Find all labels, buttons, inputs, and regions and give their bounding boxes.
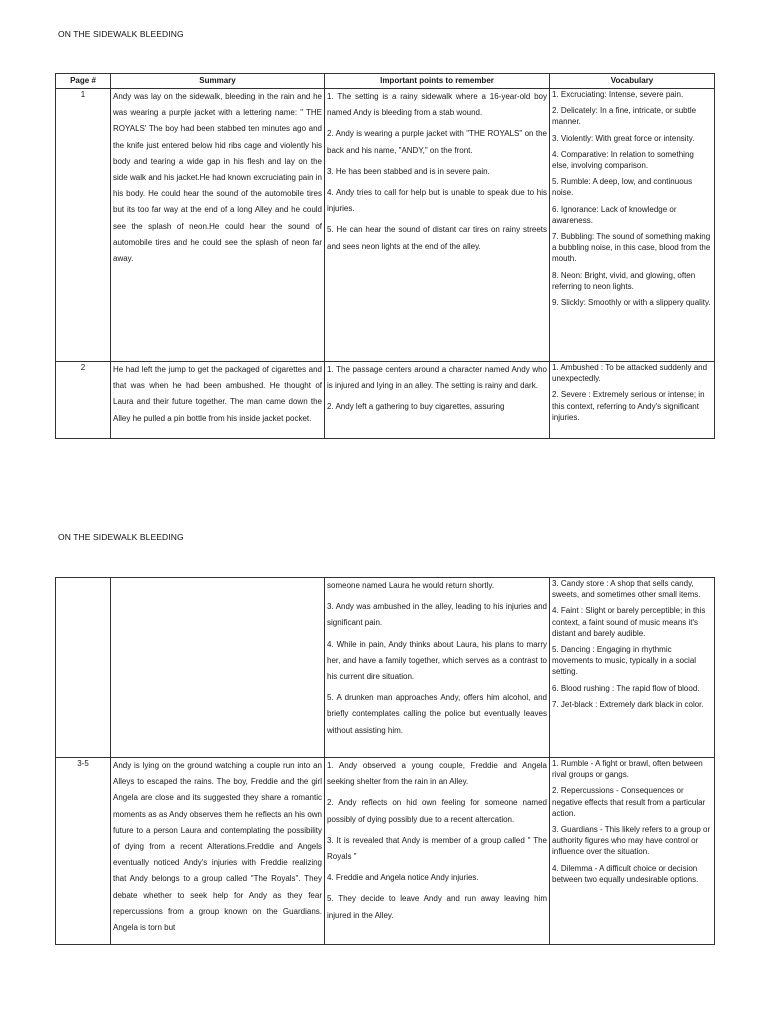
list-item: 6. Ignorance: Lack of knowledge or awareness. bbox=[552, 204, 677, 225]
list-item: 1. Rumble - A fight or brawl, often between rival groups or gangs. bbox=[552, 759, 703, 780]
list-item: 3. Candy store : A shop that sells candy, sweets, and sometimes other small items. bbox=[552, 579, 701, 600]
list-item: 2. Repercussions - Consequences or negative effects that result from a particular action. bbox=[552, 786, 706, 818]
list-item: 5. Rumble: A deep, low, and continuous noise. bbox=[552, 177, 693, 198]
table-row bbox=[56, 758, 715, 945]
header-summary: Summary bbox=[111, 74, 325, 89]
page-number-cell: 2 bbox=[56, 362, 111, 439]
list-item: 3. He has been stabbed and is in severe pain. bbox=[327, 166, 490, 176]
list-item: 2. Andy left a gathering to buy cigarettes, assuring bbox=[327, 402, 505, 412]
table-row bbox=[56, 362, 715, 439]
list-item: 3. Andy was ambushed in the alley, leading to his injuries and significant pain. bbox=[327, 602, 547, 628]
list-item: 2. Andy is wearing a purple jacket with "THE ROYALS" on the back and his name, "ANDY," on the front. bbox=[327, 129, 547, 155]
vocabulary-cell bbox=[550, 578, 715, 758]
list-item: 1. Andy observed a young couple, Freddie and Angela seeking shelter from the rain in an Alley. bbox=[327, 761, 547, 787]
points-cell bbox=[325, 758, 550, 945]
list-item: 1. The setting is a rainy sidewalk where a 16-year-old boy named Andy is bleeding from a stab wound. bbox=[327, 92, 547, 118]
page-number-cell: 1 bbox=[56, 89, 111, 362]
list-item: 5. They decide to leave Andy and run away leaving him injured in the Alley. bbox=[327, 894, 547, 920]
header-points: Important points to remember bbox=[325, 74, 550, 89]
list-item: 3. Guardians - This likely refers to a group or authority figures who may have control or influence over the situation. bbox=[552, 825, 711, 857]
list-item: 2. Severe : Extremely serious or intense; in this context, referring to Andy's significant injuries. bbox=[552, 390, 705, 422]
list-item: 5. A drunken man approaches Andy, offers him alcohol, and briefly contemplates calling the police but eventually leaves without assisting him. bbox=[327, 693, 547, 735]
list-item: 8. Neon: Bright, vivid, and glowing, often referring to neon lights. bbox=[552, 270, 696, 291]
points-cell bbox=[325, 578, 550, 758]
list-item: 4. Comparative: In relation to something else, involving comparison. bbox=[552, 149, 694, 171]
header-page: Page # bbox=[56, 74, 111, 89]
header-vocabulary: Vocabulary bbox=[550, 74, 715, 89]
points-cell bbox=[325, 362, 550, 439]
list-item: 2. Delicately: In a fine, intricate, or subtle manner. bbox=[552, 106, 697, 127]
list-item: someone named Laura he would return shortly. bbox=[327, 581, 495, 590]
page-number-cell: 3-5 bbox=[56, 758, 111, 945]
list-item: 1. Ambushed : To be attacked suddenly and unexpectedly. bbox=[552, 363, 708, 384]
list-item: 3. It is revealed that Andy is member of a group called " The Royals " bbox=[327, 835, 547, 862]
vocabulary-cell bbox=[550, 362, 715, 439]
page-number-cell bbox=[56, 578, 111, 758]
list-item: 6. Blood rushing : The rapid flow of blood. bbox=[552, 683, 700, 693]
table-row bbox=[56, 89, 715, 362]
summary-cell: Andy was lay on the sidewalk, bleeding in the rain and he was wearing a purple jacket with a lettering name: " THE ROYALS' The boy had been stabbed ten minutes ago and the knife just entered below hid ribs cage and violently his body and tearing a wide gap in his flesh and lay on the side walk and his jacket.He had known excruciating pain in his body. He could hear the sound of the automobile tires but its too far way at the end of a long Alley and he could see the splash of neon.He could hear the sound of automobile tires and he could see the splash of neon far away. bbox=[111, 89, 325, 362]
notes-table-continued bbox=[55, 577, 715, 945]
list-item: 7. Bubbling: The sound of something making a bubbling noise, in this case, blood from the mouth. bbox=[552, 232, 711, 264]
summary-cell bbox=[111, 578, 325, 758]
table-row bbox=[56, 578, 715, 758]
summary-cell: He had left the jump to get the packaged of cigarettes and that was when he had been ambushed. He thought of Laura and their future together. The man came down the Alley he pulled a pin bottle from his inside jacket pocket. bbox=[111, 362, 325, 439]
list-item: 3. Violently: With great force or intensity. bbox=[552, 133, 695, 143]
list-item: 4. Dilemma - A difficult choice or decision between two equally undesirable options. bbox=[552, 863, 699, 884]
table-header-row bbox=[56, 74, 715, 89]
vocabulary-cell bbox=[550, 758, 715, 945]
list-item: 5. He can hear the sound of distant car tires on rainy streets and sees neon lights at the end of the alley. bbox=[327, 225, 547, 251]
list-item: 4. While in pain, Andy thinks about Laura, his plans to marry her, and have a family together, which serves as a contrast to his current dire situation. bbox=[327, 639, 547, 682]
list-item: 4. Freddie and Angela notice Andy injuries. bbox=[327, 873, 479, 883]
list-item: 4. Andy tries to call for help but is unable to speak due to his injuries. bbox=[327, 188, 547, 214]
summary-cell: Andy is lying on the ground watching a couple run into an Alleys to escaped the rains. The boy, Freddie and the girl Angela are close and its suggested they share a romantic moments as as Andy observes them he reflects an his own future to a person Laura and contemplating the possibility of dying from a recent Alterations.Freddie and Angels eventually noticed Andy's injuries with Freddie realizing that Andy belongs to a group called "The Royals". They debate whether to seek help for Andy as they fear repercussions from a group known on the Guardians. Angela is torn but bbox=[111, 758, 325, 945]
vocabulary-cell bbox=[550, 89, 715, 362]
notes-table bbox=[55, 73, 715, 439]
list-item: 4. Faint : Slight or barely perceptible; in this context, a faint sound of music means it's distant and barely audible. bbox=[552, 606, 706, 638]
list-item: 1. Excruciating: Intense, severe pain. bbox=[552, 90, 684, 99]
page-heading: ON THE SIDEWALK BLEEDING bbox=[58, 29, 184, 39]
list-item: 2. Andy reflects on hid own feeling for someone named possibly of dying possibly due to a recent altercation. bbox=[327, 798, 547, 824]
list-item: 9. Slickly: Smoothly or with a slippery quality. bbox=[552, 298, 711, 308]
list-item: 1. The passage centers around a character named Andy who is injured and lying in an alley. The setting is rainy and dark. bbox=[327, 365, 547, 391]
list-item: 5. Dancing : Engaging in rhythmic movements to music, typically in a social setting. bbox=[552, 645, 697, 677]
list-item: 7. Jet-black : Extremely dark black in color. bbox=[552, 699, 704, 709]
points-cell bbox=[325, 89, 550, 362]
page-heading: ON THE SIDEWALK BLEEDING bbox=[58, 532, 184, 542]
